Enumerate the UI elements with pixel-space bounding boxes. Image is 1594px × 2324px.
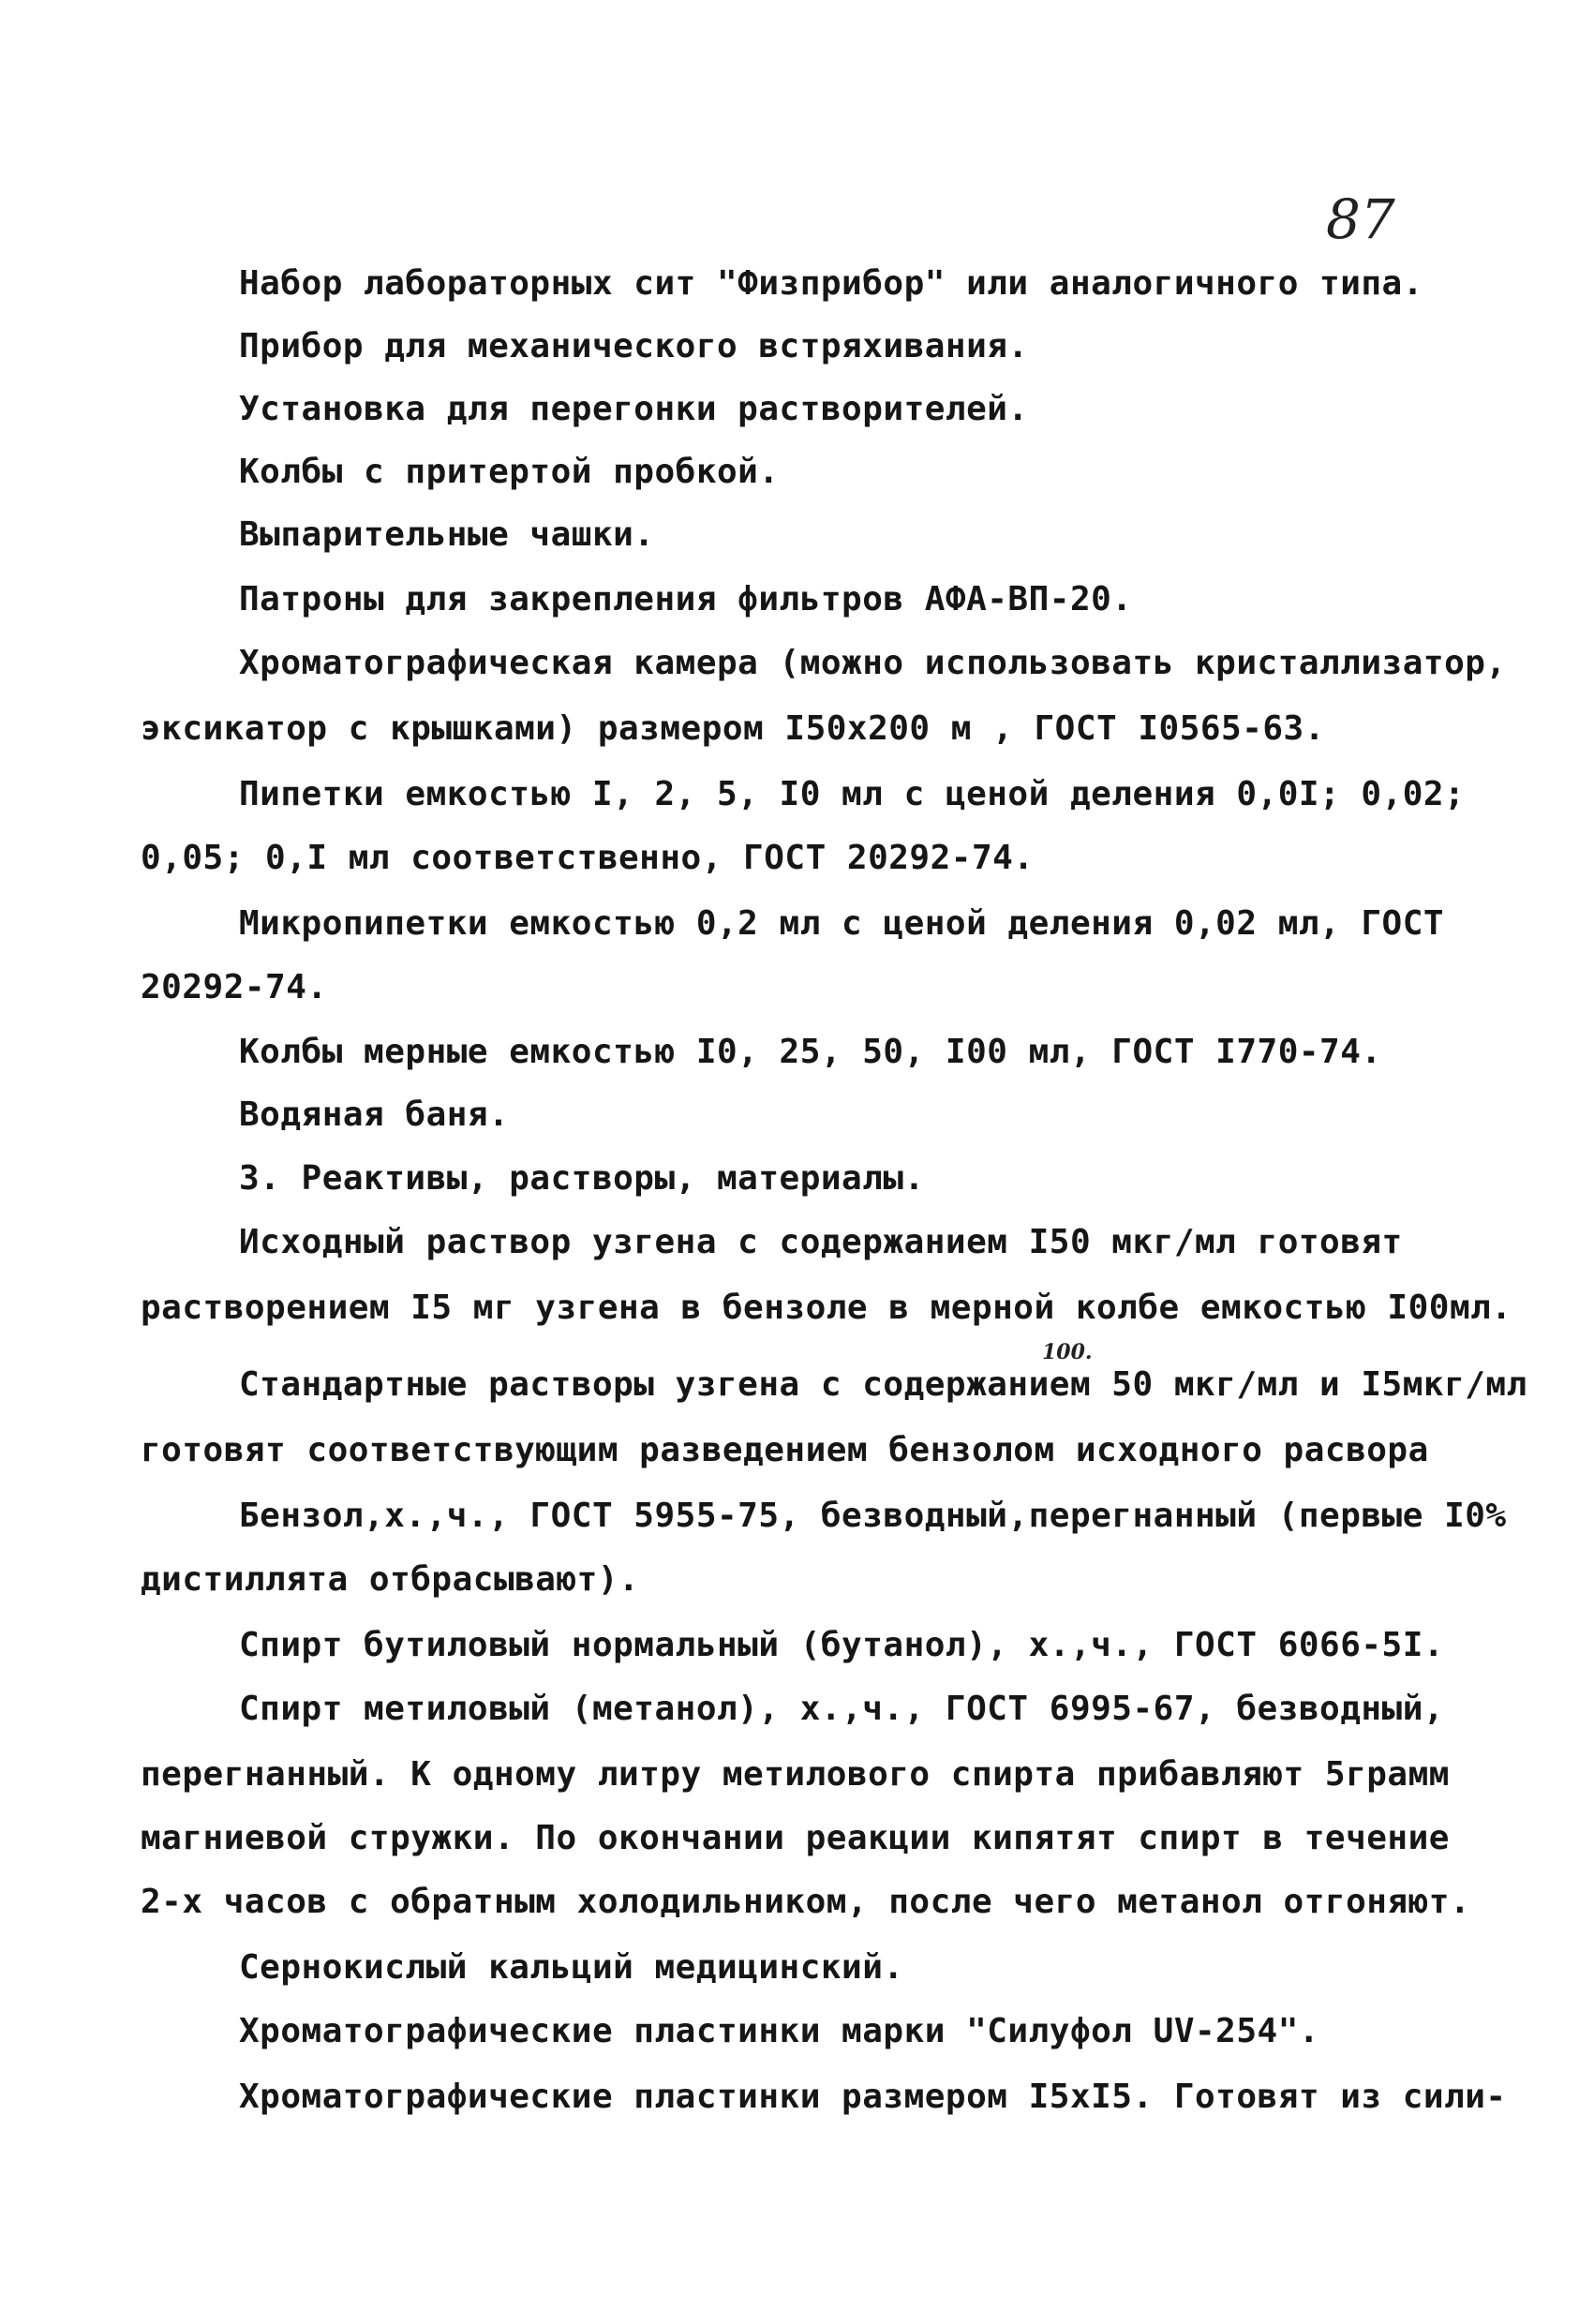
text-line: дистиллята отбрасывают). [141,1560,640,1599]
text-line: 0,05; 0,I мл соответственно, ГОСТ 20292-74. [141,839,1035,877]
text-line: 20292-74. [141,968,328,1006]
text-line: готовят соответствующим разведением бензолом исходного расвора [141,1431,1429,1469]
text-line: Установка для перегонки растворителей. [239,390,1029,428]
text-line: эксикатор с крышками) размером I50х200 м , ГОСТ I0565-63. [141,709,1325,748]
section-heading: 3. Реактивы, растворы, материалы. [239,1159,925,1198]
text-line: Спирт метиловый (метанол), х.,ч., ГОСТ 6995-67, безводный, [239,1690,1445,1728]
text-line: Спирт бутиловый нормальный (бутанол), х.,ч., ГОСТ 6066-5I. [239,1626,1445,1664]
text-line: Пипетки емкостью I, 2, 5, I0 мл с ценой деления 0,0I; 0,02; [239,775,1466,813]
text-line: магниевой стружки. По окончании реакции кипятят спирт в течение [141,1819,1450,1857]
text-line: Исходный раствор узгена с содержанием I50 мкг/мл готовят [239,1223,1403,1261]
text-line: Сернокислый кальций медицинский. [239,1948,904,1987]
text-line: Хроматографические пластинки размером I5хI5. Готовят из сили- [239,2078,1507,2116]
text-line: Колбы с притертой пробкой. [239,453,780,491]
text-line: Колбы мерные емкостью I0, 25, 50, I00 мл, ГОСТ I770-74. [239,1033,1382,1071]
text-line: Набор лабораторных сит "Физприбор" или аналогичного типа. [239,264,1423,303]
text-line: растворением I5 мг узгена в бензоле в мерной колбе емкостью I00мл. [141,1289,1512,1327]
handwritten-annotation: 100. [1042,1340,1093,1364]
page-number: 87 [1326,187,1395,251]
text-line: Микропипетки емкостью 0,2 мл с ценой деления 0,02 мл, ГОСТ [239,904,1445,943]
text-line: Хроматографические пластинки марки "Силуфол UV-254". [239,2012,1320,2050]
text-line: 2-х часов с обратным холодильником, после чего метанол отгоняют. [141,1883,1471,1921]
text-line: Хроматографическая камера (можно использовать кристаллизатор, [239,644,1507,682]
text-line: Прибор для механического встряхивания. [239,327,1029,365]
text-line: Водяная баня. [239,1095,510,1134]
text-line: Патроны для закрепления фильтров АФА-ВП-20. [239,580,1133,618]
text-line: перегнанный. К одному литру метилового спирта прибавляют 5грамм [141,1755,1450,1794]
text-line: Выпарительные чашки. [239,515,655,554]
text-line: Стандартные растворы узгена с содержанием 50 мкг/мл и I5мкг/мл [239,1365,1527,1404]
text-line: Бензол,х.,ч., ГОСТ 5955-75, безводный,перегнанный (первые I0% [239,1497,1507,1535]
